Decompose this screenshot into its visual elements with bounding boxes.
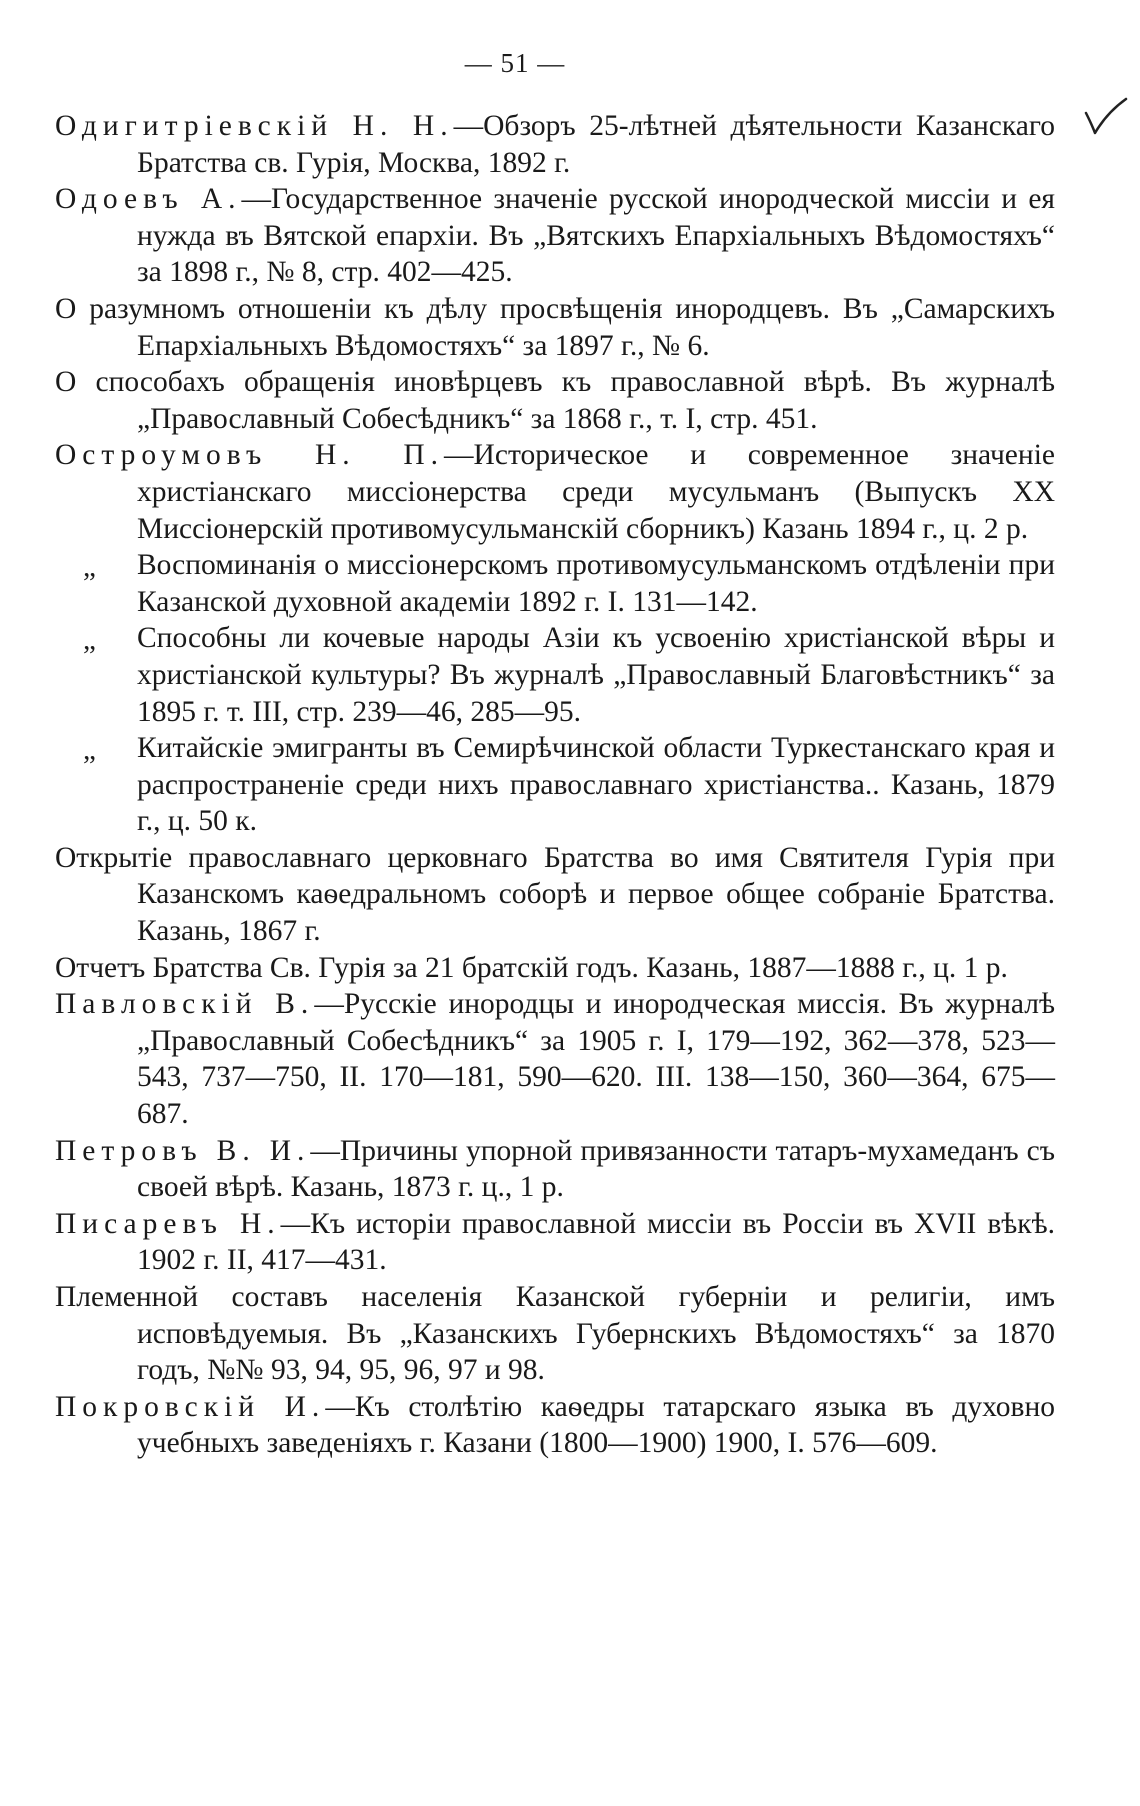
entry-text: О способахъ обращенiя иновѣрцевъ къ православной вѣрѣ. Въ журналѣ „Православный Собесѣдникъ“ за 1868 г., т. I, стр. 451. xyxy=(55,366,1055,435)
entry-author: Петровъ В. И. xyxy=(55,1134,311,1167)
page-number: — 51 — xyxy=(464,48,566,78)
bibliography-list xyxy=(55,108,1055,1462)
entry-text: —Историческое и современное значенiе христiанскаго миссiонерства среди мусульманъ (Выпускъ XX Миссiонерскiй противомусульманскiй сборникъ) Казань 1894 г., ц. 2 р. xyxy=(137,439,1055,545)
bibliography-entry xyxy=(55,950,1055,987)
entry-text: Открытiе православнаго церковнаго Братства во имя Святителя Гурiя при Казанскомъ каѳедральномъ соборѣ и первое общее собранiе Братства. Казань, 1867 г. xyxy=(55,841,1055,948)
bibliography-entry xyxy=(55,1133,1055,1206)
bibliography-entry xyxy=(55,437,1055,547)
bibliography-entry xyxy=(55,108,1055,181)
bibliography-entry xyxy=(55,1389,1055,1462)
ditto-mark: „ xyxy=(83,734,96,767)
entry-text: —Обзоръ 25-лѣтней дѣятельности Казанскаго Братства св. Гурiя, Москва, 1892 г. xyxy=(137,110,1055,179)
entry-text: —Государственное значенiе русской инородческой миссiи и ея нужда въ Вятской епархiи. Въ „Вятскихъ Епархiальныхъ Вѣдомостяхъ“ за 1898 г., № 8, стр. 402—425. xyxy=(137,183,1055,289)
bibliography-entry xyxy=(55,547,1055,620)
entry-text: Китайскiе эмигранты въ Семирѣчинской области Туркестанскаго края и распространенiе среди нихъ православнаго христiанства.. Казань, 1879 г., ц. 50 к. xyxy=(137,732,1055,838)
ditto-mark: „ xyxy=(83,551,96,584)
entry-author: Покровскiй И. xyxy=(55,1390,326,1423)
entry-author: Павловскiй В. xyxy=(55,988,315,1021)
bibliography-entry xyxy=(55,181,1055,291)
bibliography-entry xyxy=(55,730,1055,840)
bibliography-entry xyxy=(55,620,1055,730)
bibliography-entry xyxy=(55,364,1055,437)
entry-text: Племенной составъ населенiя Казанской губернiи и религiи, имъ исповѣдуемыя. Въ „Казанскихъ Губернскихъ Вѣдомостяхъ“ за 1870 годъ, №№ 93, 94, 95, 96, 97 и 98. xyxy=(55,1281,1055,1387)
handwritten-check-mark xyxy=(1080,95,1130,145)
bibliography-entry xyxy=(55,291,1055,364)
bibliography-entry xyxy=(55,1206,1055,1279)
entry-text: —Русскiе инородцы и инородческая миссiя. Въ журналѣ „Православный Собесѣдникъ“ за 1905 г. I, 179—192, 362—378, 523—543, 737—750, II. 170—181, 590—620. III. 138—150, 360—364, 675—687. xyxy=(137,988,1056,1131)
entry-author: Одоевъ А. xyxy=(55,183,242,216)
entry-text: —Причины упорной привязанности татаръ-мухамеданъ съ своей вѣрѣ. Казань, 1873 г. ц., 1 р. xyxy=(137,1134,1055,1204)
bibliography-entry xyxy=(55,1279,1055,1389)
entry-author: Одигитрiевскiй Н. Н. xyxy=(55,110,454,142)
entry-author: Писаревъ Н. xyxy=(55,1207,281,1240)
entry-text: Отчетъ Братства Св. Гурiя за 21 братскiй годъ. Казань, 1887—1888 г., ц. 1 р. xyxy=(55,951,1008,984)
entry-text: —Къ столѣтiю каѳедры татарскаго языка въ духовно учебныхъ заведенiяхъ г. Казани (1800—1900) 1900, I. 576—609. xyxy=(137,1390,1055,1460)
entry-text: О разумномъ отношенiи къ дѣлу просвѣщенiя инородцевъ. Въ „Самарскихъ Епархiальныхъ Вѣдомостяхъ“ за 1897 г., № 6. xyxy=(55,292,1055,362)
entry-text: —Къ исторiи православной миссiи въ Россiи въ XVII вѣкѣ. 1902 г. II, 417—431. xyxy=(137,1207,1056,1277)
ditto-mark: „ xyxy=(83,624,96,657)
entry-author: Остроумовъ Н. П. xyxy=(55,439,445,472)
bibliography-entry xyxy=(55,986,1055,1132)
bibliography-entry xyxy=(55,840,1055,950)
entry-text: Воспоминанiя о миссiонерскомъ противомусульманскомъ отдѣленiи при Казанской духовной академiи 1892 г. I. 131—142. xyxy=(137,549,1055,618)
entry-text: Способны ли кочевые народы Азiи къ усвоенiю христiанской вѣры и христiанской культуры? Въ журналѣ „Православный Благовѣстникъ“ за 1895 г. т. III, стр. 239—46, 285—95. xyxy=(137,622,1055,728)
